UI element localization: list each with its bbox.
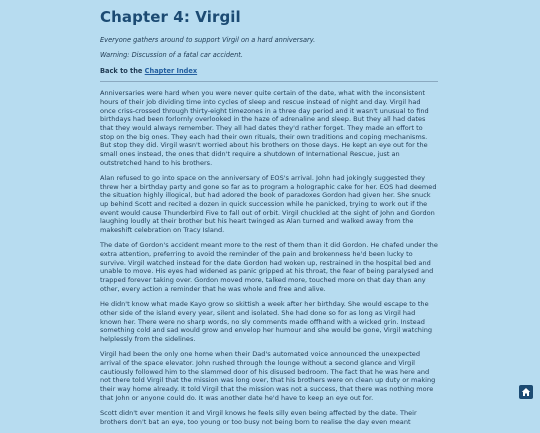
page-title: Chapter 4: Virgil (100, 8, 241, 26)
back-link-prefix: Back to the (100, 67, 145, 76)
chapter-index-link[interactable]: Chapter Index (144, 67, 198, 76)
story-paragraph: Anniversaries were hard when you were never quite certain of the date, what with the inconsistent hours of their job dividing time into cycles of sleep and rescue instead of night and day. Virgil had once criss-crossed through thirty-eight timezones in a three day period and it wasn't unusual to find birthdays had been forlornly overlooked in the haze of adrenaline and sleep. But they all had dates that they would always remember. They all had dates they'd rather forget. They made an effort to stop on the big ones. They each had their own rituals, their own traditions and coping mechanisms. But stop they did. Virgil wasn't worried about his brothers on those days. He kept an eye out for the small ones instead, the ones that didn't require a shutdown of International Rescue, just an outstretched hand to his brothers. (100, 89, 429, 167)
story-paragraph: Scott didn't ever mention it and Virgil knows he feels silly even being affected by the date. Their brothers don't bat an eye, too young or too busy not being born to realise the day even meant (100, 408, 417, 426)
story-paragraph: He didn't know what made Kayo grow so skittish a week after her birthday. She would escape to the other side of the island every year, silent and isolated. She had done so for as long as Virgil had known her. There were no sharp words, no sly comments made offhand with a wicked grin. Instead something cold and sad would grow and envelop her humour and she would be gone, Virgil watching helplessly from the sidelines. (100, 300, 433, 343)
story-paragraph: Alan refused to go into space on the anniversary of EOS's arrival. John had jokingly suggested they threw her a birthday party and gone so far as to program a holographic cake for her. EOS had deemed the situation highly illogical, but had adored the book of paradoxes Gordon had given her. She snuck up behind Scott and recited a dozen in quick succession while he panicked, trying to work out if the event would cause Thunderbird Five to fall out of orbit. Virgil chuckled at the sight of John and Gordon laughing loudly at their brother but his heart twinged as Alan turned and walked away from the makeshift celebration on Tracy Island. (100, 173, 437, 235)
home-button[interactable] (519, 385, 533, 399)
story-paragraph: Virgil had been the only one home when their Dad's automated voice announced the unexpected arrival of the space elevator. John rushed through the lounge without a second glance and Virgil cautiously followed him to the slammed door of his disused bedroom. The fact that he was here and not there told Virgil that the mission was long over, that his brothers were on clean up duty or making their way home already. It told Virgil that the mission was not a success, that there was nothing more that John or anyone could do. It was another date he'd have to keep an eye out for. (100, 350, 436, 402)
chapter-summary: Everyone gathers around to support Virgil on a hard anniversary. (100, 36, 316, 44)
story-body (100, 89, 438, 426)
chapter-page (100, 8, 438, 433)
divider (100, 81, 438, 82)
home-icon (521, 387, 531, 397)
back-link-row (100, 67, 438, 75)
story-paragraph: The date of Gordon's accident meant more to the rest of them than it did Gordon. He chafed under the extra attention, preferring to avoid the reminder of the pain and brokenness he'd been lucky to survive. Virgil watched instead for the date Gordon had woken up, restrained in the hospital bed and unable to move. His eyes had widened as panic gripped at his throat, the fear of being paralysed and trapped forever taking over. Gordon moved more, talked more, touched more on that day than any other, every action a reminder that he was whole and free and alive. (100, 241, 438, 293)
content-warning: Warning: Discussion of a fatal car accident. (100, 50, 243, 59)
